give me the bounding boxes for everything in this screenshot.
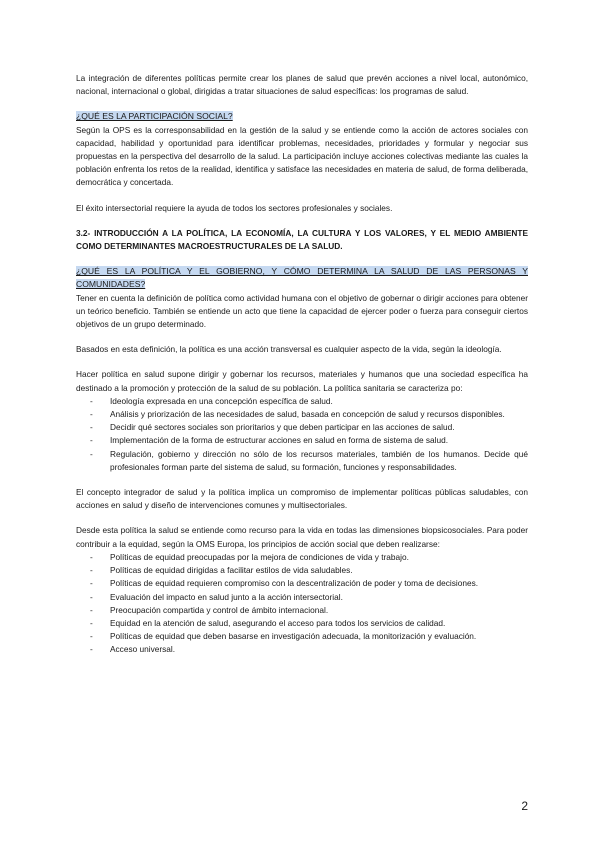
list-item: - Políticas de equidad que deben basarse en investigación adecuada, la monitorización y evaluación. [76,630,528,643]
participacion-paragraph: Según la OPS es la corresponsabilidad en la gestión de la salud y se entiende como la acción de actores sociales con capacidad, habilidad y oportunidad para identificar problemas, necesidades, prioridades y formular y negociar sus propuestas en la perspectiva del desarrollo de la salud. La participación incluye acciones colectivas mediante las cuales la población enfrenta los retos de la realidad, identifica y satisface las necesidades en materia de salud, de forma deliberada, democrática y concertada. [76,124,528,188]
section-title: 3.2- INTRODUCCIÓN A LA POLÍTICA, LA ECONOMÍA, LA CULTURA Y LOS VALORES, Y EL MEDIO AMBIENTE COMO DETERMINANTES MACROESTRUCTURALES DE LA SALUD. [76,227,528,252]
concepto-paragraph: El concepto integrador de salud y la política implica un compromiso de implementar políticas públicas saludables, con acciones en salud y diseño de intervenciones comunes y multisectoriales. [76,487,528,511]
basados-paragraph: Basados en esta definición, la política es una acción transversal es cualquier aspecto de la vida, según la ideología. [76,344,502,355]
list-item: - Regulación, gobierno y dirección no sólo de los recursos materiales, también de los humanos. Decide qué profesionales forman parte del sistema de salud, su formación, funciones y responsabilidades. [76,448,528,474]
equidad-principles-list [76,551,528,657]
list-item: - Preocupación compartida y control de ámbito internacional. [76,604,528,617]
list-item: - Acceso universal. [76,643,528,656]
intro-paragraph: La integración de diferentes políticas permite crear los planes de salud que prevén acciones a nivel local, autonómico, nacional, internacional o global, dirigidas a tratar situaciones de salud específicas: los programas de salud. [76,73,528,97]
list-item: - Ideología expresada en una concepción específica de salud. [76,395,528,408]
list-item: - Decidir qué sectores sociales son prioritarios y que deben participar en las acciones de salud. [76,421,528,434]
list-item: - Políticas de equidad requieren compromiso con la descentralización de poder y toma de decisiones. [76,577,528,590]
list-item: - Evaluación del impacto en salud junto a la acción intersectorial. [76,591,528,604]
page-number: 2 [521,799,528,813]
list-item: - Políticas de equidad preocupadas por la mejora de condiciones de vida y trabajo. [76,551,528,564]
document-page [76,72,528,657]
question-politica-heading [76,265,528,291]
list-item: - Análisis y priorización de las necesidades de salud, basada en concepción de salud y recursos disponibles. [76,408,528,421]
politica-sanitaria-list [76,395,528,474]
highlighted-question: ¿QUÉ ES LA PARTICIPACIÓN SOCIAL? [76,111,233,122]
list-item: - Políticas de equidad dirigidas a facilitar estilos de vida saludables. [76,564,528,577]
list-item: - Equidad en la atención de salud, asegurando el acceso para todos los servicios de calidad. [76,617,528,630]
list-item: - Implementación de la forma de estructurar acciones en salud en forma de sistema de salud. [76,434,528,447]
intersectorial-paragraph: El éxito intersectorial requiere la ayuda de todos los sectores profesionales y sociales. [76,202,393,213]
question-participacion-heading [76,110,528,123]
hacer-politica-paragraph: Hacer política en salud supone dirigir y gobernar los recursos, materiales y humanos que una sociedad específica ha destinado a la promoción y protección de la salud de su población. La política sanitaria se caracteriza po: [76,369,528,393]
desde-paragraph: Desde esta política la salud se entiende como recurso para la vida en todas las dimensiones biopsicosociales. Para poder contribuir a la equidad, según la OMS Europa, los principios de acción social que deben realizarse: [76,525,528,549]
highlighted-question: ¿QUÉ ES LA POLÍTICA Y EL GOBIERNO, Y CÓMO DETERMINA LA SALUD DE LAS PERSONAS Y COMUNIDADES? [76,266,528,290]
politica-definition-paragraph: Tener en cuenta la definición de política como actividad humana con el objetivo de gobernar o dirigir acciones para obtener un teórico beneficio. También se entiende un acto que tiene la capacidad de ejercer poder o fuerza para conseguir ciertos objetivos de un grupo determinado. [76,292,529,330]
